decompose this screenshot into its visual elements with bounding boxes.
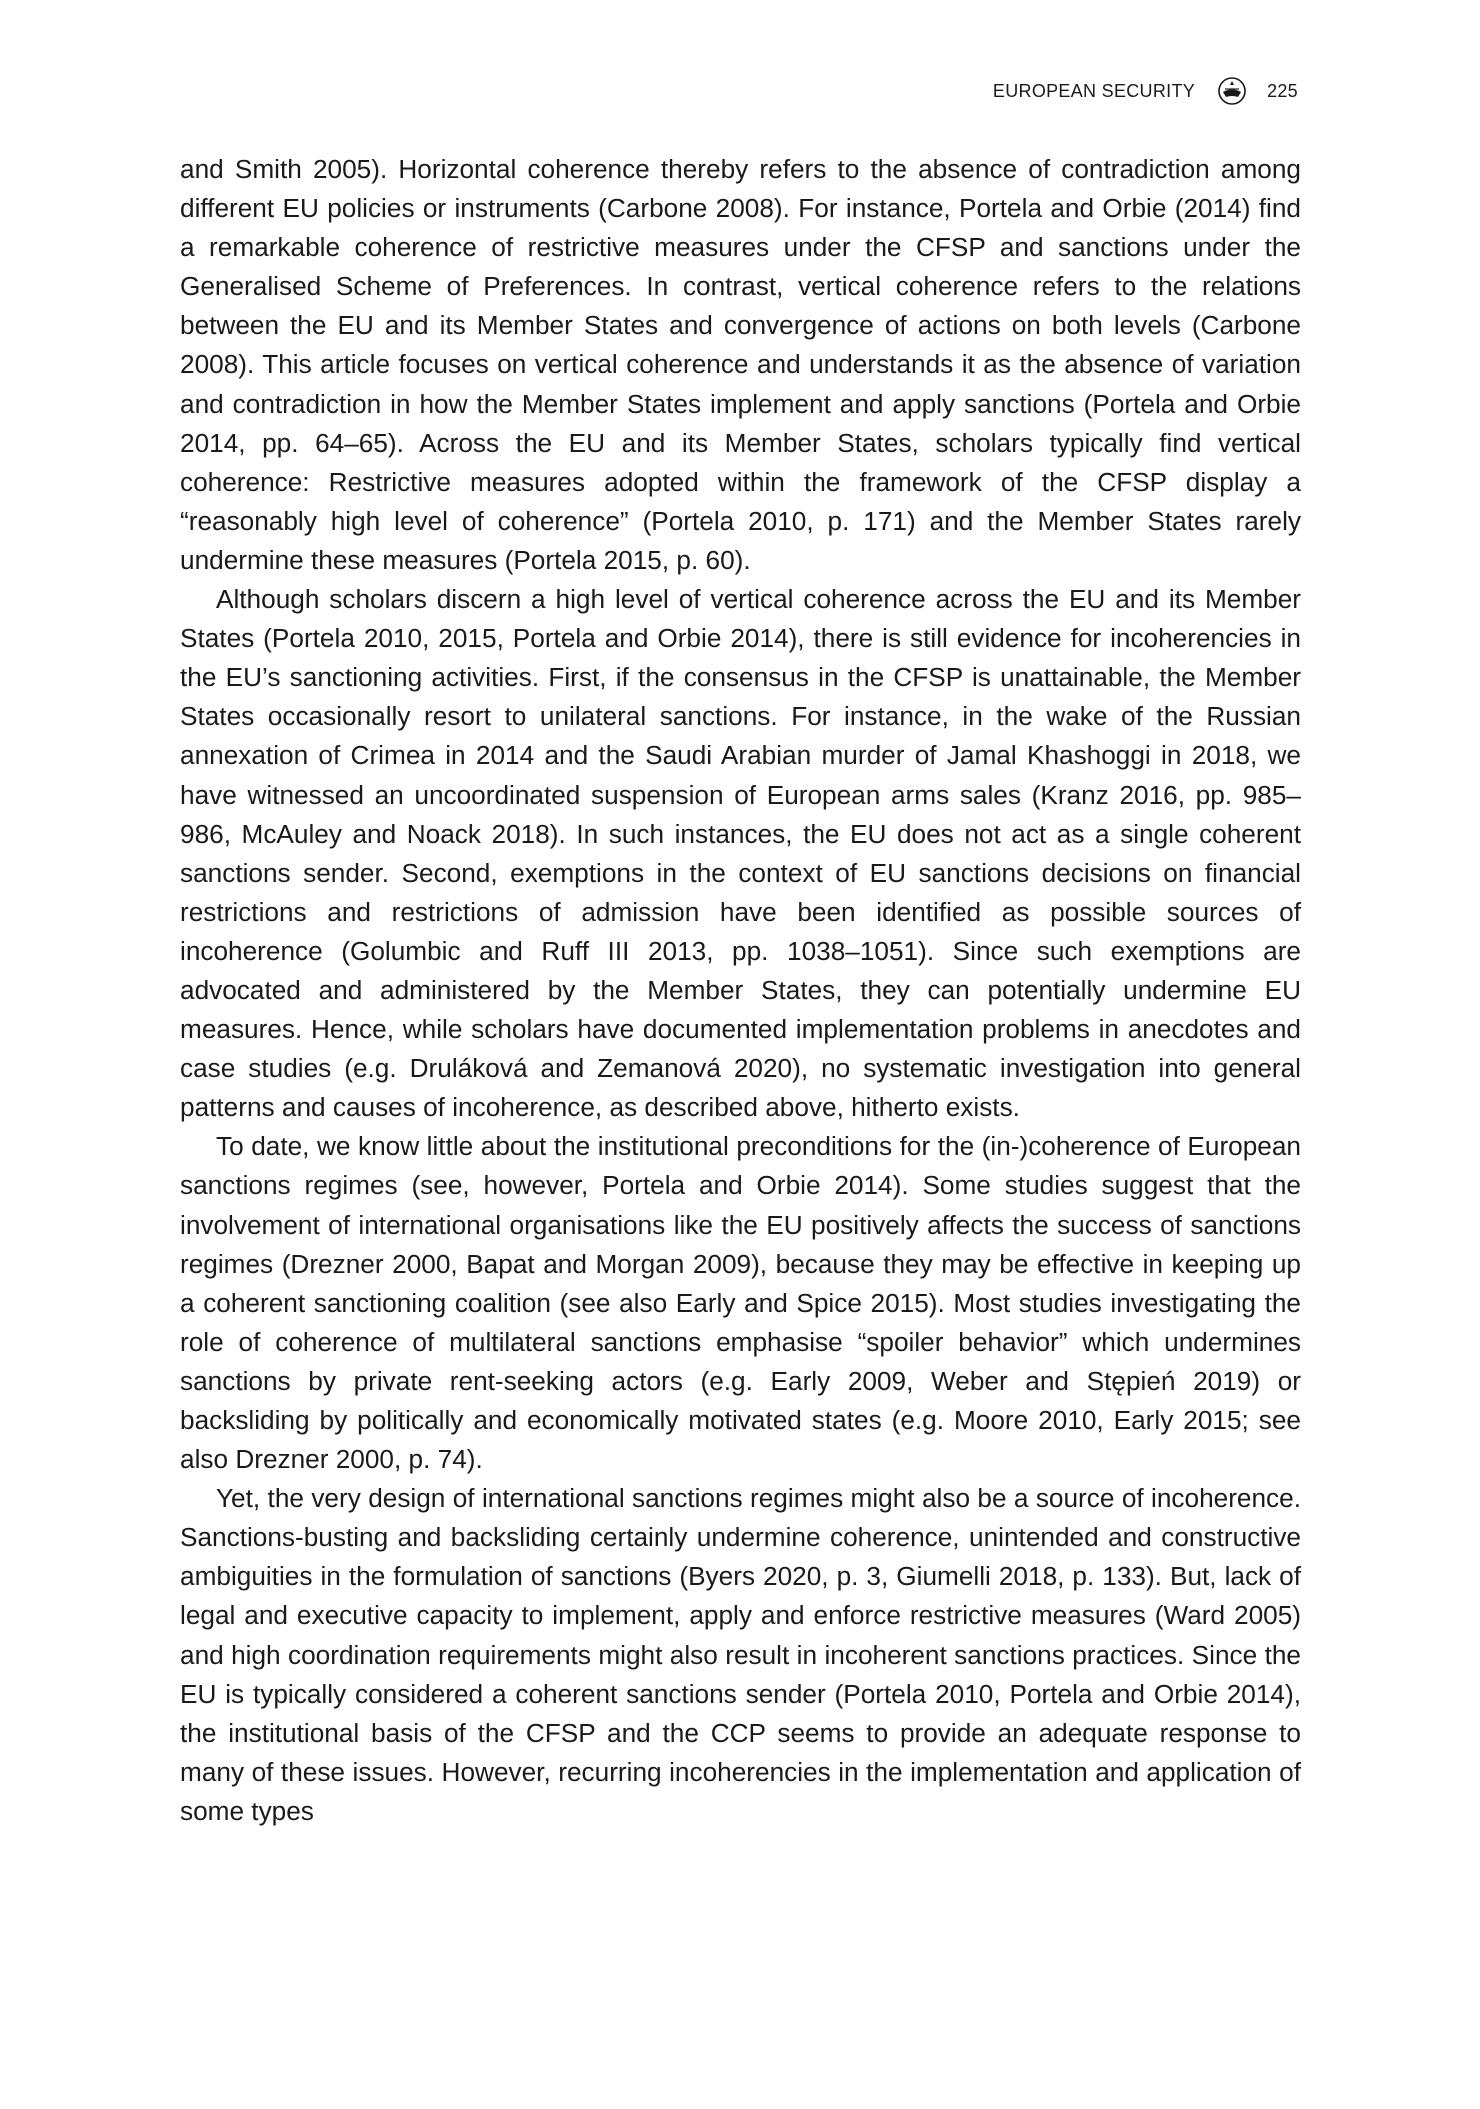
journal-title: EUROPEAN SECURITY: [992, 80, 1196, 101]
paragraph-continuation: and Smith 2005). Horizontal coherence thereby refers to the absence of contradiction among different EU policies or instruments (Carbone 2008). For instance, Portela and Orbie (2014) find a remarkable coherence of restrictive measures under the CFSP and sanctions under the Generalised Scheme of Preferences. In contrast, vertical coherence refers to the relations between the EU and its Member States and convergence of actions on both levels (Carbone 2008). This article focuses on vertical coherence and understands it as the absence of variation and contradiction in how the Member States implement and apply sanctions (Portela and Orbie 2014, pp. 64–65). Across the EU and its Member States, scholars typically find vertical coherence: Restrictive measures adopted within the framework of the CFSP display a “reasonably high level of coherence” (Portela 2010, p. 171) and the Member States rarely undermine these measures (Portela 2015, p. 60).: [180, 154, 1301, 575]
paragraph-institutional-preconditions: To date, we know little about the institutional preconditions for the (in-)coherence of European sanctions regimes (see, however, Portela and Orbie 2014). Some studies suggest that the involvement of international organisations like the EU positively affects the success of sanctions regimes (Drezner 2000, Bapat and Morgan 2009), because they may be effective in keeping up a coherent sanctioning coalition (see also Early and Spice 2015). Most studies investigating the role of coherence of multilateral sanctions emphasise “spoiler behavior” which undermines sanctions by private rent-seeking actors (e.g. Early 2009, Weber and Stępień 2019) or backsliding by politically and economically motivated states (e.g. Moore 2010, Early 2015; see also Drezner 2000, p. 74).: [180, 1131, 1301, 1475]
paragraph-design-incoherence: Yet, the very design of international sanctions regimes might also be a source of incoherence. Sanctions-busting and backsliding certainly undermine coherence, unintended and constructive ambiguities in the formulation of sanctions (Byers 2020, p. 3, Giumelli 2018, p. 133). But, lack of legal and executive capacity to implement, apply and enforce restrictive measures (Ward 2005) and high coordination requirements might also result in incoherent sanctions practices. Since the EU is typically considered a coherent sanctions sender (Portela 2010, Portela and Orbie 2014), the institutional basis of the CFSP and the CCP seems to provide an adequate response to many of these issues. However, recurring incoherencies in the implementation and application of some types: [180, 1483, 1301, 1826]
running-header: [993, 76, 1298, 106]
page-number: 225: [1267, 80, 1298, 101]
article-body: [180, 150, 1301, 1831]
publisher-logo-icon: [1217, 76, 1247, 106]
paragraph-vertical-coherence-evidence: Although scholars discern a high level of vertical coherence across the EU and its Member States (Portela 2010, 2015, Portela and Orbie 2014), there is still evidence for incoherencies in the EU’s sanctioning activities. First, if the consensus in the CFSP is unattainable, the Member States occasionally resort to unilateral sanctions. For instance, in the wake of the Russian annexation of Crimea in 2014 and the Saudi Arabian murder of Jamal Khashoggi in 2018, we have witnessed an uncoordinated suspension of European arms sales (Kranz 2016, pp. 985–986, McAuley and Noack 2018). In such instances, the EU does not act as a single coherent sanctions sender. Second, exemptions in the context of EU sanctions decisions on financial restrictions and restrictions of admission have been identified as possible sources of incoherence (Golumbic and Ruff III 2013, pp. 1038–1051). Since such exemptions are advocated and administered by the Member States, they can potentially undermine EU measures. Hence, while scholars have documented implementation problems in anecdotes and case studies (e.g. Druláková and Zemanová 2020), no systematic investigation into general patterns and causes of incoherence, as described above, hitherto exists.: [180, 584, 1301, 1123]
